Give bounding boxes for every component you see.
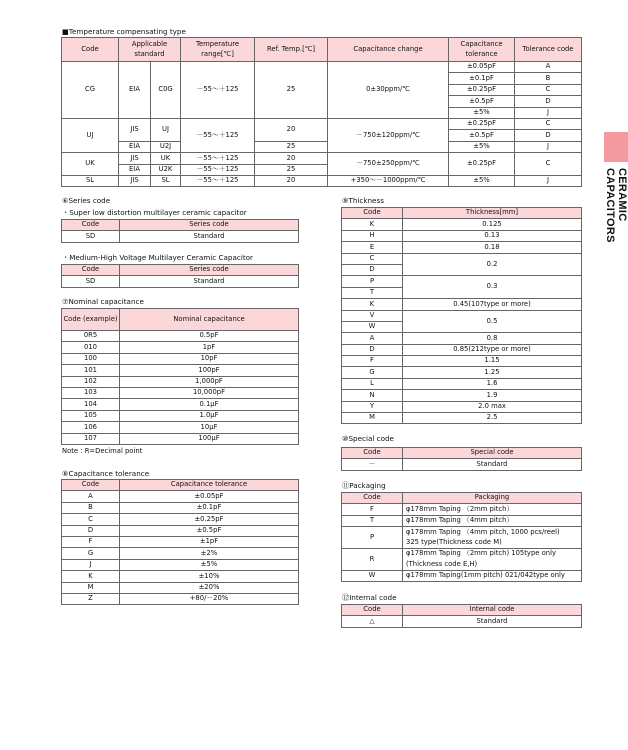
table-cell: －55～＋125 bbox=[181, 118, 255, 152]
table-cell: －750±250ppm/℃ bbox=[328, 153, 449, 176]
table-cell: ±2% bbox=[120, 548, 299, 559]
table-cell: A bbox=[515, 62, 582, 73]
col-code: Code bbox=[62, 38, 119, 62]
table-cell: UK bbox=[62, 153, 119, 176]
table-cell: 325 type(Thickness code M) bbox=[403, 538, 582, 549]
col-value: Internal code bbox=[403, 605, 582, 616]
temp-section-title: ■Temperature compensating type bbox=[62, 27, 186, 36]
table-cell: C bbox=[62, 514, 120, 525]
series-section-title: ⑥Series code bbox=[62, 196, 111, 205]
table-cell: 103 bbox=[62, 387, 120, 398]
table-cell: T bbox=[342, 287, 403, 298]
table-cell: 20 bbox=[255, 153, 328, 164]
col-code: Code bbox=[62, 265, 120, 276]
col-code: Code bbox=[342, 493, 403, 504]
table-cell: 0.125 bbox=[403, 219, 582, 230]
table-cell: ±0.25pF bbox=[449, 118, 515, 129]
table-cell: CG bbox=[62, 62, 119, 119]
table-cell: H bbox=[342, 230, 403, 241]
table-cell: JIS bbox=[119, 153, 151, 164]
table-cell: E bbox=[342, 242, 403, 253]
table-cell: ±0.05pF bbox=[120, 491, 299, 502]
temp-table bbox=[61, 37, 582, 187]
table-cell: B bbox=[62, 502, 120, 513]
table-cell: C bbox=[342, 253, 403, 264]
table-cell: 10μF bbox=[120, 422, 299, 433]
table-cell: SD bbox=[62, 276, 120, 287]
table-cell: 1.6 bbox=[403, 378, 582, 389]
internal-section-title: ⑫Internal code bbox=[342, 593, 397, 602]
col-code: Code (example) bbox=[62, 309, 120, 331]
col-code: Code bbox=[342, 208, 403, 219]
table-cell: φ178mm Taping （2mm pitch） bbox=[403, 504, 582, 515]
table-cell: ±5% bbox=[449, 107, 515, 118]
table-cell: Z bbox=[62, 593, 120, 604]
table-cell: K bbox=[342, 219, 403, 230]
series-table-1 bbox=[61, 219, 299, 243]
side-tab-marker bbox=[604, 132, 628, 162]
table-cell: Y bbox=[342, 401, 403, 412]
table-cell: 100 bbox=[62, 353, 120, 364]
table-cell: 0.85(212type or more) bbox=[403, 344, 582, 355]
nominal-table bbox=[61, 308, 299, 445]
table-cell: K bbox=[342, 299, 403, 310]
captol-table bbox=[61, 479, 299, 605]
col-code: Code bbox=[62, 480, 120, 491]
series-subtitle-1: ・Super low distortion multilayer ceramic capacitor bbox=[62, 208, 247, 217]
col-value: Packaging bbox=[403, 493, 582, 504]
series-table-2 bbox=[61, 264, 299, 288]
table-cell: ±20% bbox=[120, 582, 299, 593]
col-ref: Ref. Temp.[℃] bbox=[255, 38, 328, 62]
table-cell: ±0.25pF bbox=[120, 514, 299, 525]
table-cell: +350～－1000ppm/℃ bbox=[328, 175, 449, 186]
table-cell: P bbox=[342, 527, 403, 549]
col-code: Code bbox=[342, 605, 403, 616]
table-cell: 10,000pF bbox=[120, 387, 299, 398]
table-cell: ±10% bbox=[120, 571, 299, 582]
table-cell: ±0.5pF bbox=[449, 130, 515, 141]
table-cell: Standard bbox=[403, 459, 582, 470]
table-cell: J bbox=[515, 175, 582, 186]
table-cell: φ178mm Taping （4mm pitch, 1000 pcs/reel) bbox=[403, 527, 582, 538]
thickness-table bbox=[341, 207, 582, 424]
table-cell: －55～＋125 bbox=[181, 164, 255, 175]
table-cell: 010 bbox=[62, 342, 120, 353]
table-cell: EIA bbox=[119, 62, 151, 119]
table-cell: F bbox=[342, 356, 403, 367]
series-subtitle-2: ・Medium-High Voltage Multilayer Ceramic Capacitor bbox=[62, 253, 253, 262]
table-cell: 20 bbox=[255, 175, 328, 186]
table-cell: Standard bbox=[120, 231, 299, 242]
table-cell: 2.0 max bbox=[403, 401, 582, 412]
table-cell: 20 bbox=[255, 118, 328, 141]
table-cell: ±0.25pF bbox=[449, 84, 515, 95]
table-cell: ±5% bbox=[120, 559, 299, 570]
table-cell: Standard bbox=[120, 276, 299, 287]
table-cell: UJ bbox=[62, 118, 119, 152]
table-cell: U2J bbox=[151, 141, 181, 152]
table-cell: 101 bbox=[62, 365, 120, 376]
table-cell: EIA bbox=[119, 164, 151, 175]
col-value: Nominal capacitance bbox=[120, 309, 299, 331]
table-cell: ±0.1pF bbox=[449, 73, 515, 84]
table-cell: G bbox=[342, 367, 403, 378]
table-cell: JIS bbox=[119, 118, 151, 141]
table-cell: ±0.1pF bbox=[120, 502, 299, 513]
captol-section-title: ⑧Capacitance tolerance bbox=[62, 469, 150, 478]
table-cell: D bbox=[62, 525, 120, 536]
col-cap-tol: Capacitance tolerance bbox=[449, 38, 515, 62]
table-cell: ±5% bbox=[449, 141, 515, 152]
table-cell: G bbox=[62, 548, 120, 559]
table-cell: 1.25 bbox=[403, 367, 582, 378]
side-tab-label: CERAMIC CAPACITORS bbox=[604, 168, 628, 243]
table-cell: ±0.5pF bbox=[449, 96, 515, 107]
table-cell: SL bbox=[151, 175, 181, 186]
col-value: Capacitance tolerance bbox=[120, 480, 299, 491]
table-cell: W bbox=[342, 570, 403, 581]
table-cell: B bbox=[515, 73, 582, 84]
col-value: Thickness[mm] bbox=[403, 208, 582, 219]
table-cell: V bbox=[342, 310, 403, 321]
col-cap-change: Capacitance change bbox=[328, 38, 449, 62]
table-cell: EIA bbox=[119, 141, 151, 152]
table-cell: 0.3 bbox=[403, 276, 582, 299]
table-cell: W bbox=[342, 321, 403, 332]
table-cell: 0.2 bbox=[403, 253, 582, 276]
table-cell: 100pF bbox=[120, 365, 299, 376]
table-cell: ±1pF bbox=[120, 536, 299, 547]
table-cell: R bbox=[342, 548, 403, 570]
table-cell: 0R5 bbox=[62, 331, 120, 342]
special-section-title: ⑩Special code bbox=[342, 434, 394, 443]
table-cell: ±0.05pF bbox=[449, 62, 515, 73]
col-range: Temperature range[℃] bbox=[181, 38, 255, 62]
table-cell: 105 bbox=[62, 410, 120, 421]
table-cell: D bbox=[515, 96, 582, 107]
table-cell: A bbox=[342, 333, 403, 344]
table-cell: △ bbox=[342, 616, 403, 627]
table-cell: SD bbox=[62, 231, 120, 242]
table-cell: 1pF bbox=[120, 342, 299, 353]
table-cell: φ178mm Taping （4mm pitch） bbox=[403, 515, 582, 526]
table-cell: D bbox=[342, 344, 403, 355]
table-cell: M bbox=[62, 582, 120, 593]
table-cell: L bbox=[342, 378, 403, 389]
table-cell: 1.9 bbox=[403, 390, 582, 401]
table-cell: 106 bbox=[62, 422, 120, 433]
table-cell: 100μF bbox=[120, 433, 299, 444]
table-cell: K bbox=[62, 571, 120, 582]
table-cell: M bbox=[342, 413, 403, 424]
table-cell: C bbox=[515, 153, 582, 176]
table-cell: 0.18 bbox=[403, 242, 582, 253]
table-cell: －55～＋125 bbox=[181, 175, 255, 186]
table-cell: +80/－20% bbox=[120, 593, 299, 604]
table-cell: － bbox=[342, 459, 403, 470]
table-cell: C0G bbox=[151, 62, 181, 119]
table-cell: D bbox=[515, 130, 582, 141]
col-code: Code bbox=[342, 448, 403, 459]
table-cell: 1.15 bbox=[403, 356, 582, 367]
table-cell: A bbox=[62, 491, 120, 502]
table-cell: 102 bbox=[62, 376, 120, 387]
table-cell: C bbox=[515, 84, 582, 95]
table-cell: J bbox=[515, 107, 582, 118]
table-cell: F bbox=[342, 504, 403, 515]
table-cell: 0.1μF bbox=[120, 399, 299, 410]
internal-table bbox=[341, 604, 582, 628]
table-cell: J bbox=[515, 141, 582, 152]
table-cell: UK bbox=[151, 153, 181, 164]
table-cell: －55～＋125 bbox=[181, 153, 255, 164]
table-cell: C bbox=[515, 118, 582, 129]
table-cell: (Thickness code E,H) bbox=[403, 559, 582, 570]
table-cell: 25 bbox=[255, 164, 328, 175]
table-cell: UJ bbox=[151, 118, 181, 141]
table-cell: 0.5 bbox=[403, 310, 582, 333]
table-cell: 25 bbox=[255, 62, 328, 119]
col-code: Code bbox=[62, 220, 120, 231]
table-cell: JIS bbox=[119, 175, 151, 186]
table-cell: SL bbox=[62, 175, 119, 186]
table-cell: －750±120ppm/℃ bbox=[328, 118, 449, 152]
table-cell: ±5% bbox=[449, 175, 515, 186]
table-cell: φ178mm Taping(1mm pitch) 021/042type only bbox=[403, 570, 582, 581]
table-cell: －55～＋125 bbox=[181, 62, 255, 119]
table-cell: 1.0μF bbox=[120, 410, 299, 421]
table-cell: T bbox=[342, 515, 403, 526]
table-cell: F bbox=[62, 536, 120, 547]
table-cell: 10pF bbox=[120, 353, 299, 364]
table-cell: 1,000pF bbox=[120, 376, 299, 387]
col-tol-code: Tolerance code bbox=[515, 38, 582, 62]
decimal-note: Note : R=Decimal point bbox=[62, 447, 143, 455]
table-cell: J bbox=[62, 559, 120, 570]
table-cell: 104 bbox=[62, 399, 120, 410]
table-cell: 0±30ppm/℃ bbox=[328, 62, 449, 119]
table-cell: ±0.25pF bbox=[449, 153, 515, 176]
table-cell: 0.8 bbox=[403, 333, 582, 344]
table-cell: 2.5 bbox=[403, 413, 582, 424]
table-cell: 25 bbox=[255, 141, 328, 152]
special-table bbox=[341, 447, 582, 471]
table-cell: Standard bbox=[403, 616, 582, 627]
col-value: Special code bbox=[403, 448, 582, 459]
table-cell: φ178mm Taping （2mm pitch) 105type only bbox=[403, 548, 582, 559]
packaging-table bbox=[341, 492, 582, 582]
table-cell: P bbox=[342, 276, 403, 287]
packaging-section-title: ⑪Packaging bbox=[342, 481, 386, 490]
col-series: Series code bbox=[120, 220, 299, 231]
table-cell: U2K bbox=[151, 164, 181, 175]
nominal-section-title: ⑦Nominal capacitance bbox=[62, 297, 144, 306]
table-cell: 0.45(107type or more) bbox=[403, 299, 582, 310]
table-cell: D bbox=[342, 264, 403, 275]
table-cell: N bbox=[342, 390, 403, 401]
thickness-section-title: ⑨Thickness bbox=[342, 196, 384, 205]
col-series: Series code bbox=[120, 265, 299, 276]
table-cell: 0.13 bbox=[403, 230, 582, 241]
col-standard: Applicable standard bbox=[119, 38, 181, 62]
table-cell: 107 bbox=[62, 433, 120, 444]
table-cell: 0.5pF bbox=[120, 331, 299, 342]
table-cell: ±0.5pF bbox=[120, 525, 299, 536]
